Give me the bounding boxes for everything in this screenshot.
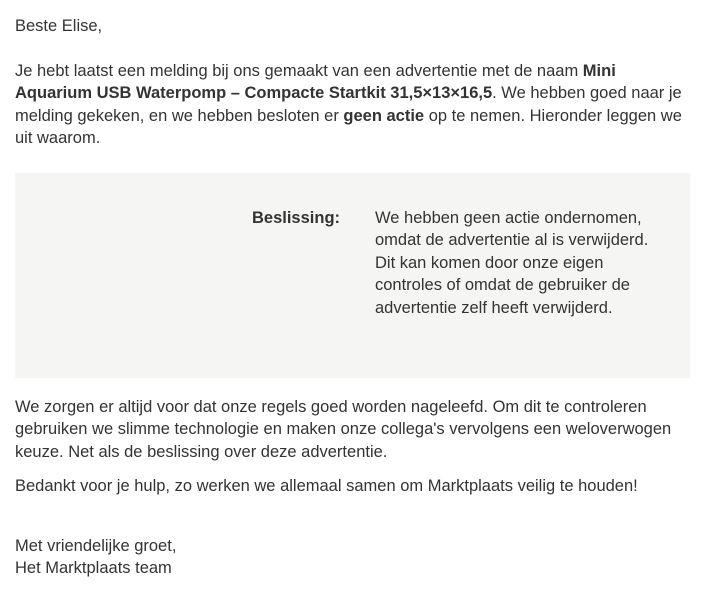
- decision-text: We hebben geen actie ondernomen, omdat de advertentie al is verwijderd. Dit kan komen door onze eigen controles of omdat de gebruiker de advertentie zelf heeft verwijderd.: [375, 208, 649, 317]
- signoff-line-2: Het Marktplaats team: [15, 559, 172, 577]
- intro-text-3: op te nemen. Hieronder leggen we uit waarom.: [15, 106, 682, 147]
- email-body: [15, 15, 690, 580]
- intro-paragraph: [15, 60, 690, 150]
- intro-text-2: . We hebben goed naar je melding gekeken, en we hebben besloten er: [15, 84, 682, 125]
- ad-name: Mini Aquarium USB Waterpomp – Compacte Startkit 31,5×13×16,5: [15, 61, 616, 102]
- signoff-line-1: Met vriendelijke groet,: [15, 536, 177, 555]
- rules-paragraph: We zorgen er altijd voor dat onze regels goed worden nageleefd. Om dit te controleren gebruiken we slimme technologie en maken onze collega's vervolgens een weloverwogen keuze. Net als de beslissing over deze advertentie.: [15, 397, 672, 461]
- decision-summary: geen actie: [343, 106, 425, 125]
- thanks-paragraph: Bedankt voor je hulp, zo werken we allemaal samen om Marktplaats veilig te houden!: [15, 477, 638, 495]
- decision-box: [15, 173, 690, 378]
- decision-label: Beslissing:: [252, 208, 341, 227]
- intro-text-1: Je hebt laatst een melding bij ons gemaakt van een advertentie met de naam: [15, 61, 583, 80]
- greeting: Beste Elise,: [15, 17, 103, 35]
